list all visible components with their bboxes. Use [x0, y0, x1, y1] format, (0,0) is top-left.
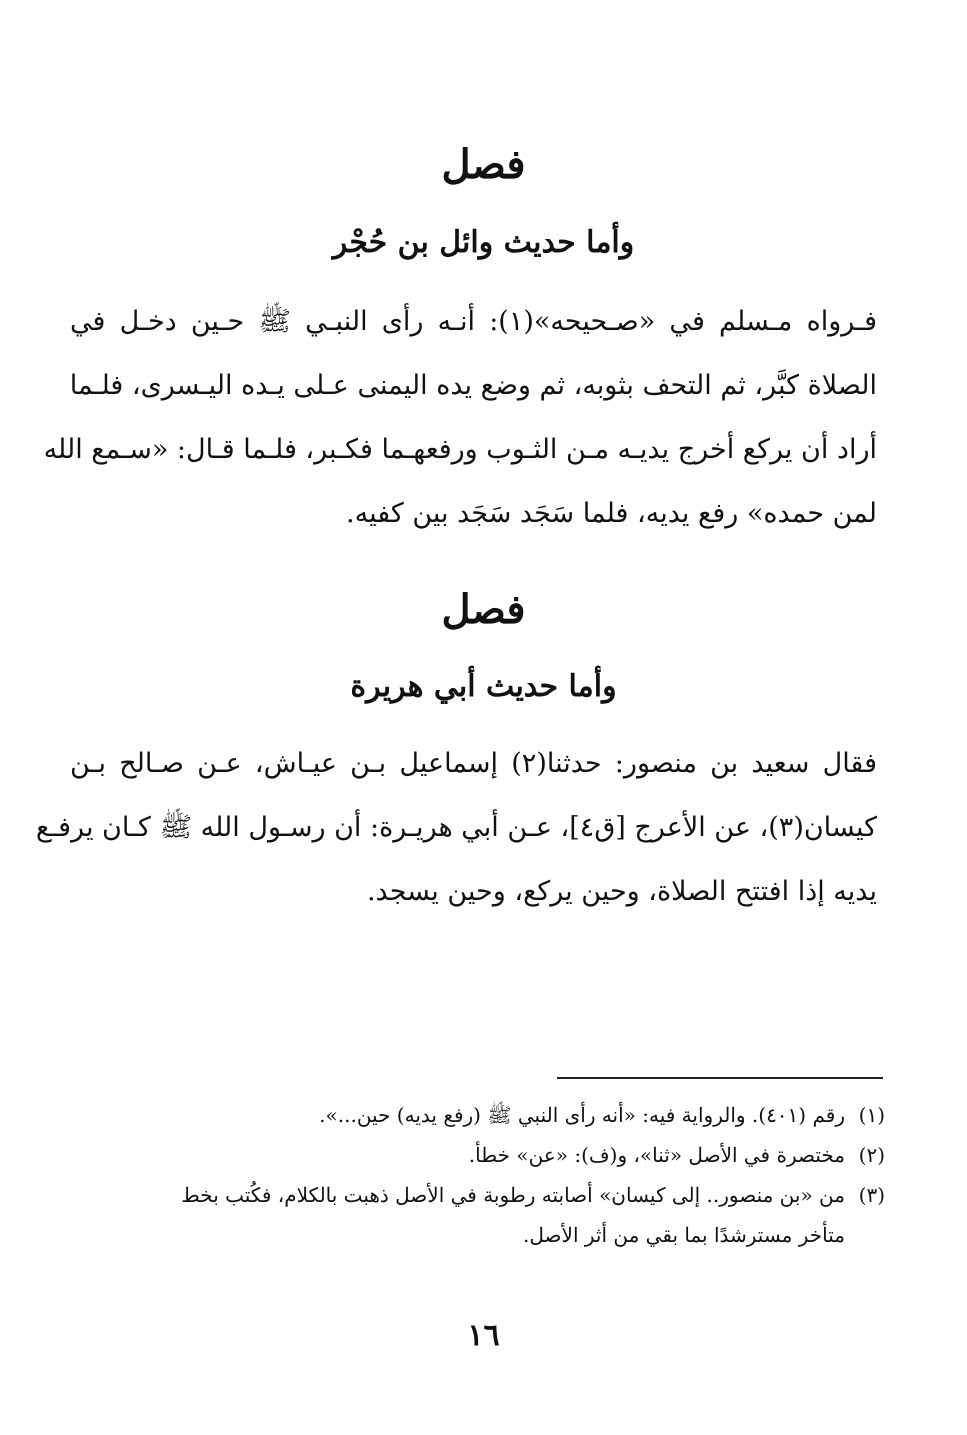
paragraph-abu-hurayra-hadith [35, 732, 877, 924]
footnote-item [82, 1095, 885, 1135]
footnote-line: رقم (٤٠١). والرواية فيه: «أنه رأى النبي ﷺ (رفع يديه) حين...». [319, 1103, 845, 1127]
footnote-text [82, 1175, 845, 1255]
page-number: ١٦ [467, 1318, 500, 1353]
section-title: فصل [441, 586, 526, 633]
footnote-text [82, 1095, 845, 1135]
footnote-line: مختصرة في الأصل «ثنا»، و(ف): «عن» خطأ. [468, 1143, 845, 1167]
footnote-item [82, 1175, 885, 1255]
footnote-number: (١) [858, 1103, 885, 1127]
footnote-number: (٢) [858, 1143, 885, 1167]
paragraph-line: فقال سعيد بن منصور: حدثنا(٢) إسماعيل بـن عيـاش، عـن صـالح بـن [70, 748, 877, 779]
footnote-item [82, 1135, 885, 1175]
section-title: فصل [441, 141, 526, 188]
footnote-line: من «بن منصور.. إلى كيسان» أصابته رطوبة في الأصل ذهبت بالكلام، فكُتب بخط [181, 1183, 845, 1207]
paragraph-line: الصلاة كبَّر، ثم التحف بثوبه، ثم وضع يده اليمنى عـلى يـده اليـسرى، فلـما [69, 370, 877, 401]
footnote-line: متأخر مسترشدًا بما بقي من أثر الأصل. [523, 1223, 845, 1247]
paragraph-line: كيسان(٣)، عن الأعرج [ق٤]، عـن أبي هريـرة: أن رسـول الله ﷺ كـان يرفـع [35, 812, 877, 843]
footnote-text [82, 1135, 845, 1175]
paragraph-line: فـرواه مـسلم في «صـحيحه»(١): أنـه رأى النبـي ﷺ حـين دخـل في [70, 306, 877, 337]
paragraph-line: أراد أن يركع أخرج يديـه مـن الثـوب ورفعهـما فكـبر، فلـما قـال: «سـمع الله [43, 434, 877, 465]
paragraph-line: لمن حمده» رفع يديه، فلما سَجَد سَجَد بين كفيه. [346, 498, 877, 529]
paragraph-wail-hadith [43, 290, 877, 546]
section-subtitle: وأما حديث وائل بن حُجْر [332, 225, 635, 260]
paragraph-line: يديه إذا افتتح الصلاة، وحين يركع، وحين يسجد. [366, 876, 877, 907]
footnote-number: (٣) [858, 1183, 885, 1207]
section-subtitle: وأما حديث أبي هريرة [350, 669, 617, 704]
footnote-separator [557, 1077, 883, 1079]
footnotes [82, 1095, 885, 1255]
